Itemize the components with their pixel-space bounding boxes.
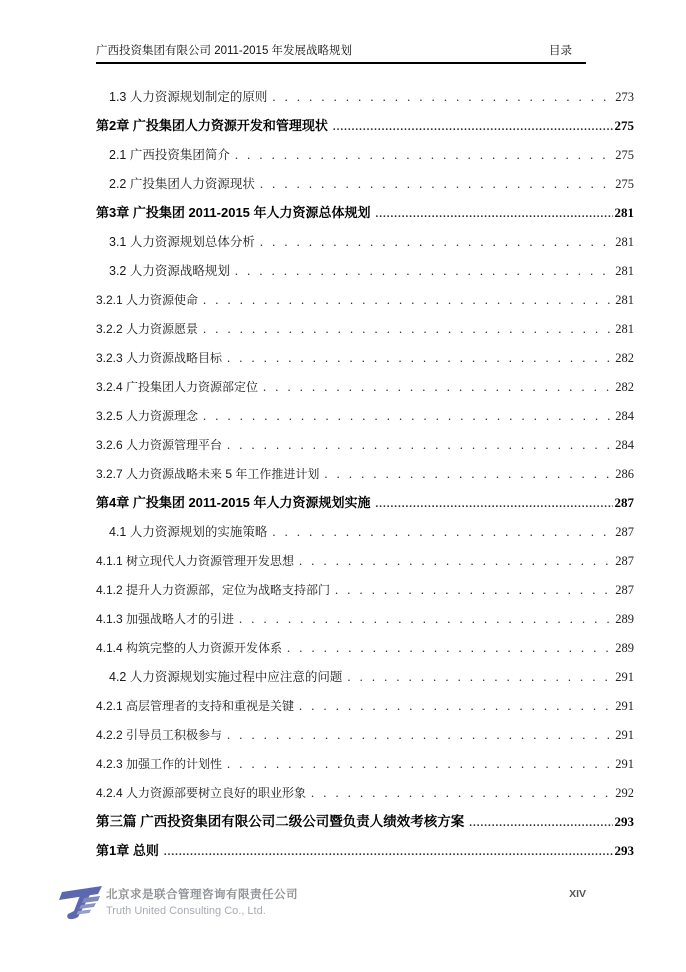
toc-dot-leader (335, 575, 613, 605)
toc-entry[interactable] (96, 836, 634, 865)
toc-entry[interactable] (96, 401, 634, 430)
toc-entry-page: 281 (615, 264, 634, 278)
toc-entry-title: 第3章 广投集团 2011-2015 年人力资源总体规划 (96, 205, 371, 220)
toc-entry-page: 286 (615, 467, 634, 481)
toc-dot-leader (227, 343, 613, 373)
toc-entry-title: 3.2.2 人力资源愿景 (96, 322, 199, 336)
toc-entry-title: 4.2.3 加强工作的计划性 (96, 757, 223, 771)
toc-entry[interactable] (96, 749, 634, 778)
toc-entry[interactable] (96, 430, 634, 459)
toc-entry-page: 281 (615, 293, 634, 307)
header-doc-title: 广西投资集团有限公司 2011-2015 年发展战略规划 (96, 45, 353, 57)
toc-entry[interactable] (96, 169, 634, 198)
toc-entry[interactable] (96, 343, 634, 372)
toc-dot-leader (227, 720, 613, 750)
toc-entry-page: 284 (615, 438, 634, 452)
toc-entry-title: 2.1 广西投资集团简介 (109, 148, 230, 162)
toc-dot-leader (324, 459, 613, 489)
toc-entry-page: 287 (615, 525, 634, 539)
toc-entry-page: 289 (615, 612, 634, 626)
toc-entry-title: 4.1.3 加强战略人才的引进 (96, 612, 235, 626)
toc-entry-title: 第三篇 广西投资集团有限公司二级公司暨负责人绩效考核方案 (96, 814, 465, 829)
toc-dot-leader (311, 778, 613, 808)
toc-dot-leader (469, 807, 612, 838)
toc-entry[interactable] (96, 227, 634, 256)
toc-entry-title: 3.2.1 人力资源使命 (96, 293, 199, 307)
toc-entry-title: 4.1.1 树立现代人力资源管理开发思想 (96, 554, 295, 568)
toc-entry-title: 4.2.2 引导员工积极参与 (96, 728, 223, 742)
toc-entry-page: 273 (615, 90, 634, 104)
toc-entry-title: 4.2.4 人力资源部要树立良好的职业形象 (96, 786, 307, 800)
toc-dot-leader (376, 488, 613, 519)
toc-entry[interactable] (96, 633, 634, 662)
toc-entry-title: 3.2.5 人力资源理念 (96, 409, 199, 423)
toc-entry[interactable] (96, 662, 634, 691)
toc-dot-leader (299, 691, 613, 721)
toc-entry-page: 287 (615, 554, 634, 568)
toc-dot-leader (272, 82, 613, 112)
toc-entry-page: 284 (615, 409, 634, 423)
toc-dot-leader (235, 256, 613, 286)
toc-dot-leader (260, 227, 613, 257)
toc-entry-title: 3.2.3 人力资源战略目标 (96, 351, 223, 365)
toc-entry-page: 275 (615, 148, 634, 162)
toc-entry-title: 3.2 人力资源战略规划 (109, 264, 230, 278)
toc-dot-leader (203, 285, 613, 315)
toc-entry-title: 4.1.2 提升人力资源部，定位为战略支持部门 (96, 583, 331, 597)
toc-entry[interactable] (96, 604, 634, 633)
toc-entry[interactable] (96, 140, 634, 169)
toc-entry[interactable] (96, 372, 634, 401)
toc-entry-title: 4.2.1 高层管理者的支持和重视是关键 (96, 699, 295, 713)
toc-list (96, 82, 634, 865)
toc-entry-page: 281 (615, 322, 634, 336)
footer-company-name-en: Truth United Consulting Co., Ltd. (106, 905, 266, 917)
toc-entry-page: 275 (614, 118, 634, 133)
header-section-label: 目录 (549, 45, 572, 57)
toc-entry[interactable] (96, 517, 634, 546)
toc-entry[interactable] (96, 691, 634, 720)
page-header (96, 42, 586, 64)
toc-dot-leader (287, 633, 613, 663)
toc-entry-page: 287 (614, 495, 634, 510)
toc-entry-title: 3.2.4 广投集团人力资源部定位 (96, 380, 259, 394)
toc-entry-page: 289 (615, 641, 634, 655)
toc-entry[interactable] (96, 285, 634, 314)
toc-entry[interactable] (96, 720, 634, 749)
toc-entry-title: 第4章 广投集团 2011-2015 年人力资源规划实施 (96, 495, 371, 510)
toc-entry-title: 4.1.4 构筑完整的人力资源开发体系 (96, 641, 283, 655)
toc-entry[interactable] (96, 111, 634, 140)
toc-entry-page: 291 (615, 757, 634, 771)
page-number: XIV (569, 888, 586, 900)
toc-dot-leader (376, 198, 613, 229)
toc-entry[interactable] (96, 575, 634, 604)
toc-entry-page: 293 (614, 843, 634, 858)
toc-entry[interactable] (96, 314, 634, 343)
toc-dot-leader (260, 169, 613, 199)
toc-entry-title: 4.2 人力资源规划实施过程中应注意的问题 (109, 670, 343, 684)
toc-dot-leader (347, 662, 613, 692)
toc-dot-leader (333, 111, 613, 142)
toc-dot-leader (239, 604, 613, 634)
toc-entry-title: 2.2 广投集团人力资源现状 (109, 177, 255, 191)
footer-company-block (106, 886, 298, 917)
toc-dot-leader (227, 749, 613, 779)
toc-dot-leader (263, 372, 613, 402)
toc-dot-leader (235, 140, 613, 170)
toc-entry-page: 292 (615, 786, 634, 800)
toc-entry[interactable] (96, 546, 634, 575)
toc-entry-page: 275 (615, 177, 634, 191)
toc-dot-leader (299, 546, 613, 576)
toc-entry-title: 3.2.6 人力资源管理平台 (96, 438, 223, 452)
toc-entry[interactable] (96, 459, 634, 488)
toc-entry-title: 1.3 人力资源规划制定的原则 (109, 90, 268, 104)
toc-entry[interactable] (96, 807, 634, 836)
toc-entry-title: 第2章 广投集团人力资源开发和管理现状 (96, 118, 328, 133)
toc-entry-title: 3.1 人力资源规划总体分析 (109, 235, 255, 249)
toc-dot-leader (203, 401, 613, 431)
toc-entry[interactable] (96, 82, 634, 111)
toc-entry[interactable] (96, 778, 634, 807)
toc-entry[interactable] (96, 488, 634, 517)
footer-company-name-cn: 北京求是联合管理咨询有限责任公司 (106, 889, 298, 901)
toc-dot-leader (227, 430, 613, 460)
toc-dot-leader (272, 517, 613, 547)
toc-entry-page: 282 (615, 351, 634, 365)
toc-entry[interactable] (96, 256, 634, 285)
toc-entry-page: 291 (615, 670, 634, 684)
toc-dot-leader (164, 836, 613, 867)
toc-entry-page: 291 (615, 728, 634, 742)
toc-entry-page: 291 (615, 699, 634, 713)
truth-united-logo-icon (58, 883, 104, 921)
toc-entry-title: 3.2.7 人力资源战略未来 5 年工作推进计划 (96, 467, 320, 481)
toc-entry-title: 4.1 人力资源规划的实施策略 (109, 525, 268, 539)
toc-entry-page: 282 (615, 380, 634, 394)
toc-entry-title: 第1章 总则 (96, 843, 159, 858)
toc-entry-page: 293 (614, 814, 634, 829)
toc-entry[interactable] (96, 198, 634, 227)
toc-entry-page: 281 (615, 235, 634, 249)
toc-dot-leader (203, 314, 613, 344)
toc-entry-page: 287 (615, 583, 634, 597)
toc-entry-page: 281 (614, 205, 634, 220)
